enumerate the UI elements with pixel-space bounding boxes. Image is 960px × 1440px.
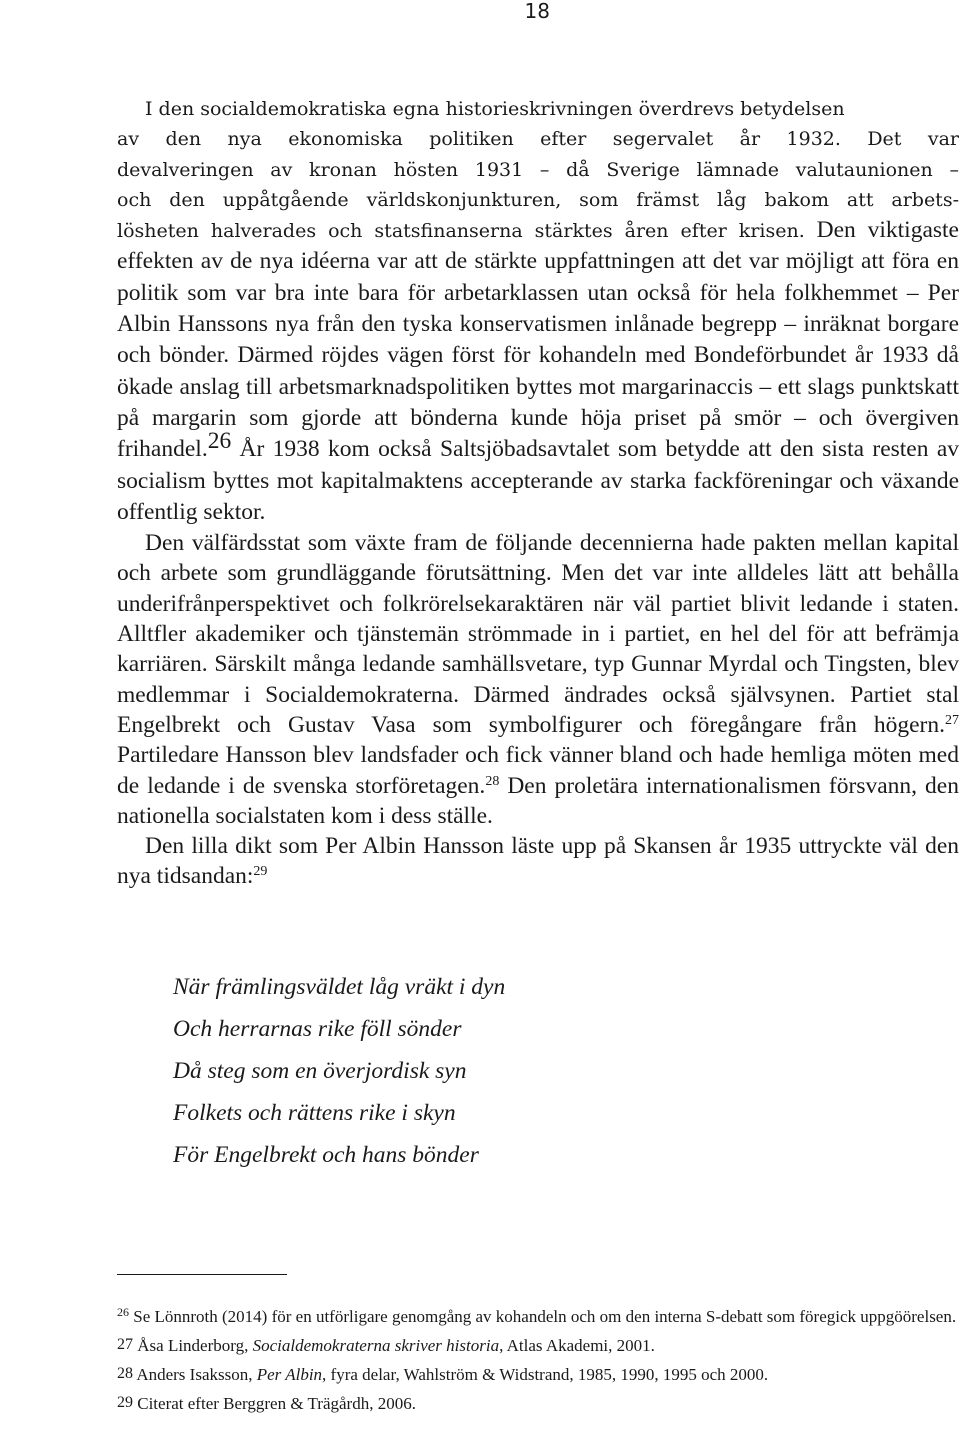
paragraph-2 [117, 528, 959, 831]
body-text [117, 94, 959, 892]
footnote-divider [117, 1274, 287, 1275]
paragraph-1-text-b: År 1938 kom också Saltsjöbadsavtalet som betydde att den sista resten av socialism byttes mot kapitalmaktens accepterande av starka fackföreningar och växande offentlig sektor. [117, 436, 959, 525]
footnote-26 [117, 1306, 959, 1328]
poem-line: När främlingsväldet låg vräkt i dyn [173, 974, 506, 1000]
footnote-text: Åsa Linderborg, [137, 1336, 253, 1355]
footnote-title: Per Albin [256, 1365, 323, 1384]
poem-line: Och herrarnas rike föll sönder [173, 1016, 462, 1042]
paragraph-1-text-a: Den viktigaste effekten av de nya idéerna var att de stärkte uppfattningen att det var möjligt att föra en politik som var bra inte bara för arbetarklassen utan också för hela folkhemmet – Per Albin Hanssons nya från den tyska konservatismen inlånade begrepp – inräknat borgare och bönder. Därmed röjdes vägen först för kohandeln med Bondeförbundet år 1933 då ökade anslag till arbetsmarknadspolitiken byttes mot margarinaccis – ett slags punktskatt på margarin som gjorde att bönderna kunde höja priset på smör – och övergiven frihandel. [117, 217, 959, 463]
footnote-text: Anders Isaksson, [136, 1365, 257, 1384]
footnote-number: 28 [117, 1365, 133, 1382]
footnote-text: Se Lönnroth (2014) för en utförligare genomgång av kohandeln och om den interna S-debatt som föregick uppgöörelsen. [133, 1307, 957, 1326]
footnote-title: Socialdemokraterna skriver historia [252, 1336, 500, 1355]
paragraph-1-line-5: lösheten halverades och statsfinanserna stärktes åren efter krisen. [117, 220, 805, 243]
paragraph-2-text-c: Den proletära internationalismen försvann, den nationella socialstaten kom i dess ställe. [117, 772, 959, 829]
paragraph-3 [117, 831, 959, 892]
footnote-number: 29 [117, 1394, 133, 1411]
footnote-number: 26 [117, 1305, 129, 1319]
footnote-ref-26[interactable]: 26 [207, 428, 232, 455]
paragraph-1-line-3: devalveringen av kronan hösten 1931 – då Sverige lämnade valutaunionen – [117, 158, 959, 181]
footnote-29 [117, 1392, 959, 1415]
paragraph-1-line-4: och den uppåtgående världskonjunkturen, som främst låg bakom att arbets- [117, 188, 959, 211]
paragraph-1 [117, 94, 959, 528]
poem [173, 968, 873, 1178]
paragraph-1-line-2: av den nya ekonomiska politiken efter segervalet år 1932. Det var [117, 128, 959, 151]
footnote-number: 27 [117, 1336, 133, 1353]
footnote-text-rest: , fyra delar, Wahlström & Widstrand, 1985, 1990, 1995 och 2000. [322, 1365, 769, 1384]
footnote-ref-28[interactable]: 28 [485, 773, 500, 789]
footnote-ref-29[interactable]: 29 [253, 864, 268, 880]
poem-line: För Engelbrekt och hans bönder [173, 1142, 479, 1168]
footnotes [117, 1306, 959, 1421]
poem-line: Då steg som en överjordisk syn [173, 1058, 467, 1084]
footnote-ref-27[interactable]: 27 [945, 712, 959, 728]
footnote-text-rest: , Atlas Akademi, 2001. [499, 1336, 655, 1355]
paragraph-3-text-a: Den lilla dikt som Per Albin Hansson läste upp på Skansen år 1935 uttryckte väl den nya tidsandan: [117, 833, 959, 890]
paragraph-2-text-a: Den välfärdsstat som växte fram de följande decennierna hade pakten mellan kapital och arbete som grundläggande förutsättning. Men det var inte alldeles lätt att behålla underifrånperspektivet och folkrörelsekaraktären när väl partiet blivit ledande i staten. Alltfler akademiker och tjänstemän strömmade in i partiet, en hel del för att befrämja karriären. Särskilt många ledande samhällsvetare, typ Gunnar Myrdal och Tingsten, blev medlemmar i Socialdemokraterna. Därmed ändrades också självsynen. Partiet stal Engelbrekt och Gustav Vasa som symbolfigurer och föregångare från högern. [117, 530, 959, 738]
footnote-27 [117, 1334, 959, 1357]
poem-line: Folkets och rättens rike i skyn [173, 1100, 456, 1126]
page-number: 18 [524, 0, 550, 23]
footnote-28 [117, 1363, 959, 1386]
paragraph-2-text-b: Partiledare Hansson blev landsfader och fick vänner bland och hade hemliga möten med de ledande i de svenska storföretagen. [117, 742, 959, 799]
paragraph-1-line-1: I den socialdemokratiska egna historieskrivningen överdrevs betydelsen [145, 98, 845, 120]
footnote-text: Citerat efter Berggren & Trägårdh, 2006. [137, 1394, 416, 1413]
